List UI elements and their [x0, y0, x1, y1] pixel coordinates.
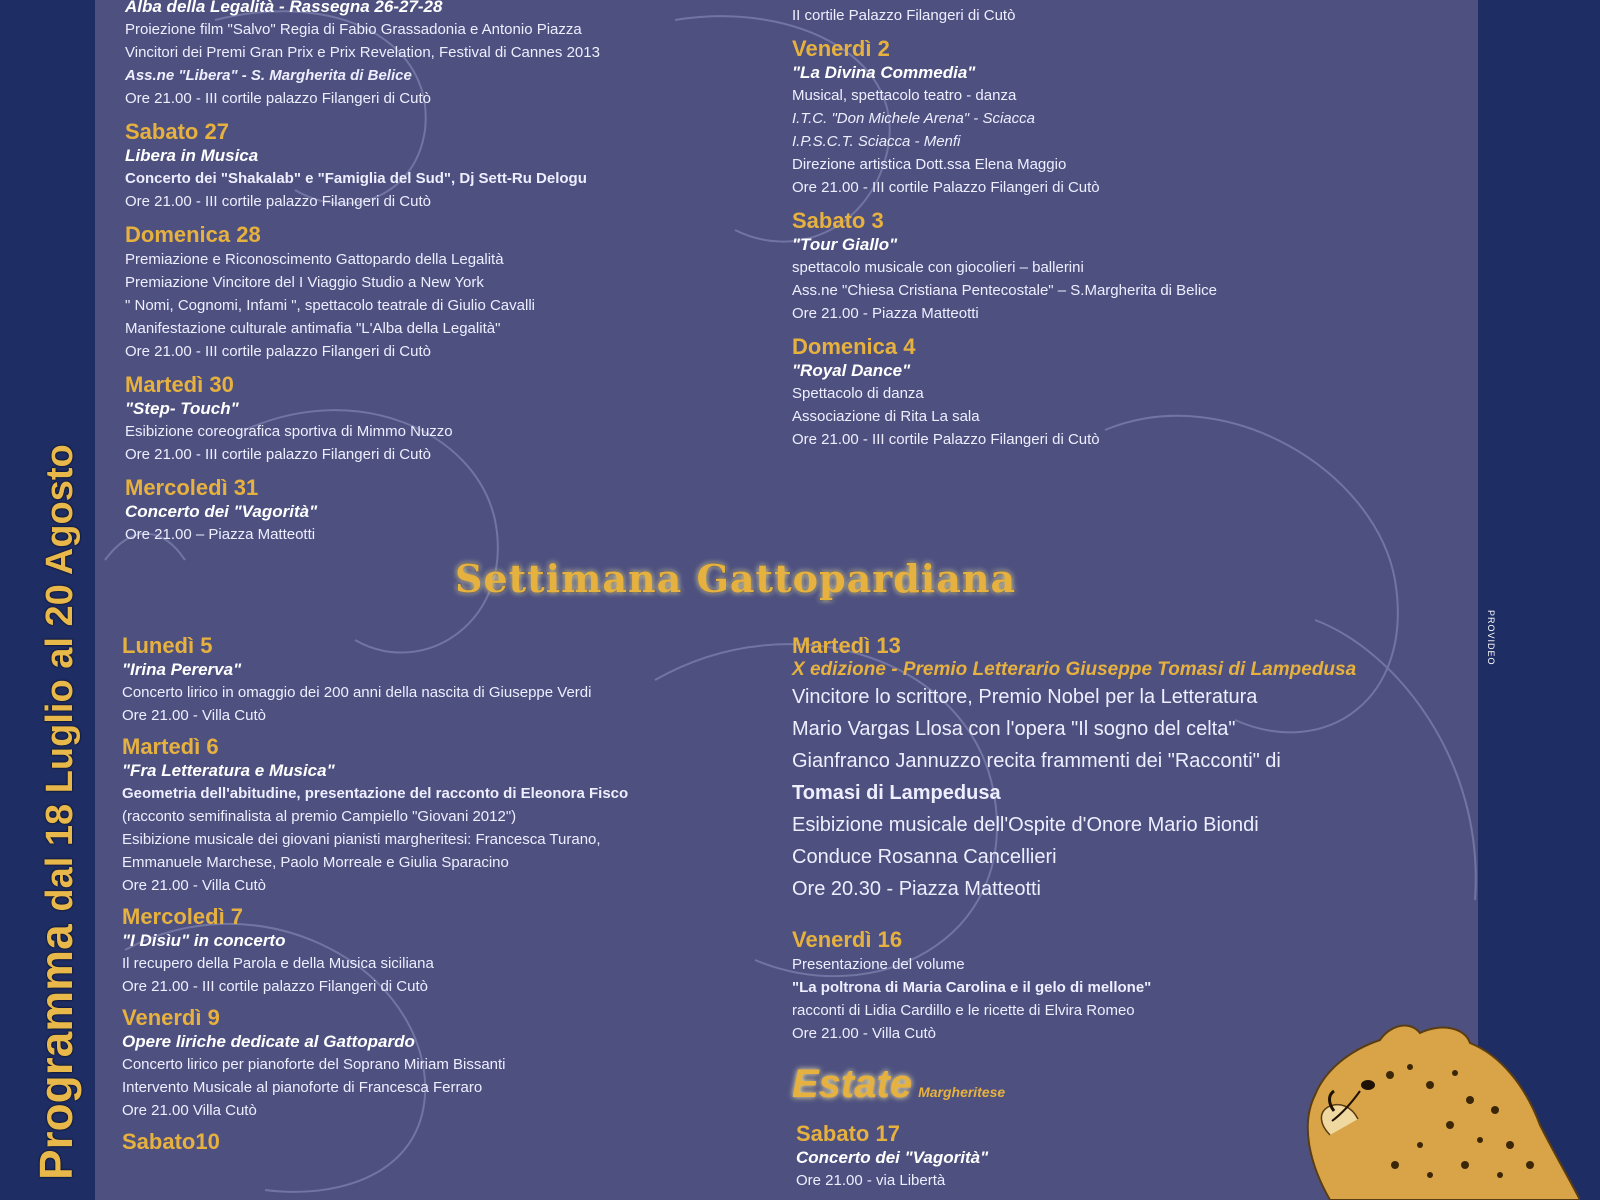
events-estate — [796, 1120, 988, 1192]
event-line: Ore 21.00 - III cortile palazzo Filangeri di Cutò — [125, 343, 431, 360]
event-line: Concerto lirico in omaggio dei 200 anni della nascita di Giuseppe Verdi — [122, 684, 592, 701]
event-day: Martedì 30 — [125, 372, 234, 397]
event-martedi-30 — [125, 371, 600, 466]
event-alba — [125, 0, 600, 110]
event-line: Concerto lirico per pianoforte del Soprano Miriam Bissanti — [122, 1056, 506, 1073]
event-title: "La Divina Commedia" — [792, 63, 976, 82]
event-line: spettacolo musicale con giocolieri – ballerini — [792, 259, 1084, 276]
event-line: Associazione di Rita La sala — [792, 408, 980, 425]
event-venerdi-9 — [122, 1004, 628, 1122]
side-credit-mark: PROVIDEO — [1486, 610, 1496, 666]
event-mercoledi-31 — [125, 474, 600, 546]
event-line: Ore 21.00 - III cortile palazzo Filangeri di Cutò — [125, 193, 431, 210]
event-day: Domenica 4 — [792, 334, 916, 359]
event-line: Proiezione film "Salvo" Regia di Fabio Grassadonia e Antonio Piazza — [125, 21, 582, 38]
event-line: Conduce Rosanna Cancellieri — [792, 846, 1057, 868]
event-line: Il recupero della Parola e della Musica siciliana — [122, 955, 434, 972]
event-line: Ore 21.00 - Villa Cutò — [792, 1025, 936, 1042]
event-day: Sabato10 — [122, 1129, 220, 1154]
event-line: Concerto dei "Shakalab" e "Famiglia del Sud", Dj Sett-Ru Delogu — [125, 170, 587, 187]
event-line: Premiazione e Riconoscimento Gattopardo della Legalità — [125, 251, 504, 268]
event-line: "La poltrona di Maria Carolina e il gelo di mellone" — [792, 979, 1152, 996]
event-martedi-6 — [122, 733, 628, 897]
event-continued — [792, 4, 1217, 27]
event-lunedi-5 — [122, 632, 628, 727]
event-title: "Royal Dance" — [792, 361, 911, 380]
event-sabato-17 — [796, 1120, 988, 1192]
event-line: Ore 21.00 - Villa Cutò — [122, 877, 266, 894]
event-line: Ass.ne "Chiesa Cristiana Pentecostale" – S.Margherita di Belice — [792, 282, 1218, 299]
event-day: Sabato 27 — [125, 119, 229, 144]
event-line: Mario Vargas Llosa con l'opera "Il sogno del celta" — [792, 718, 1236, 740]
events-right-bottom-2 — [792, 926, 1151, 1045]
event-sabato-27 — [125, 118, 600, 213]
event-line: Ore 21.00 - via Libertà — [796, 1172, 946, 1189]
event-title: Opere liriche dedicate al Gattopardo — [122, 1032, 415, 1051]
event-line: Intervento Musicale al pianoforte di Francesca Ferraro — [122, 1079, 483, 1096]
event-day: Sabato 3 — [792, 208, 884, 233]
event-title: X edizione - Premio Letterario Giuseppe Tomasi di Lampedusa — [792, 659, 1357, 680]
event-title: Concerto dei "Vagorità" — [125, 502, 318, 521]
event-title: "Fra Letteratura e Musica" — [122, 761, 335, 780]
event-line: (racconto semifinalista al premio Campiello "Giovani 2012") — [122, 808, 517, 825]
cheetah-illustration — [1270, 1015, 1580, 1200]
event-line: Ore 21.00 - III cortile Palazzo Filangeri di Cutò — [792, 179, 1100, 196]
vertical-title-main: Programma — [30, 924, 82, 1180]
event-line: Musical, spettacolo teatro - danza — [792, 87, 1017, 104]
event-day: Domenica 28 — [125, 222, 261, 247]
event-title: Concerto dei "Vagorità" — [796, 1148, 989, 1167]
event-line: Spettacolo di danza — [792, 385, 924, 402]
event-domenica-28 — [125, 221, 600, 363]
event-domenica-4 — [792, 333, 1217, 451]
event-line: Vincitori dei Premi Gran Prix e Prix Revelation, Festival di Cannes 2013 — [125, 44, 600, 61]
event-line: Ore 21.00 - Piazza Matteotti — [792, 305, 979, 322]
events-left-top — [125, 0, 600, 546]
event-line: Ass.ne "Libera" - S. Margherita di Belice — [125, 67, 412, 84]
event-line: Esibizione coreografica sportiva di Mimmo Nuzzo — [125, 423, 453, 440]
event-line: Vincitore lo scrittore, Premio Nobel per la Letteratura — [792, 686, 1258, 708]
event-day: Mercoledì 7 — [122, 904, 244, 929]
event-title: Alba della Legalità - Rassegna 26-27-28 — [125, 0, 443, 16]
events-right-top — [792, 4, 1217, 451]
settimana-heading: Settimana Gattopardiana — [455, 556, 1017, 601]
event-line: racconti di Lidia Cardillo e le ricette di Elvira Romeo — [792, 1002, 1135, 1019]
event-line: Ore 20.30 - Piazza Matteotti — [792, 878, 1042, 900]
event-line: Presentazione del volume — [792, 956, 965, 973]
event-line: Direzione artistica Dott.ssa Elena Maggio — [792, 156, 1067, 173]
event-line: Geometria dell'abitudine, presentazione del racconto di Eleonora Fisco — [122, 785, 629, 802]
event-martedi-13 — [792, 632, 1356, 905]
event-line: Ore 21.00 Villa Cutò — [122, 1102, 257, 1119]
event-day: Mercoledì 31 — [125, 475, 259, 500]
estate-margheritese-heading — [792, 1062, 1005, 1107]
event-line: II cortile Palazzo Filangeri di Cutò — [792, 7, 1016, 24]
event-line: I.T.C. "Don Michele Arena" - Sciacca — [792, 110, 1035, 127]
event-title: "I Disìu" in concerto — [122, 931, 286, 950]
event-line: Ore 21.00 - III cortile palazzo Filangeri di Cutò — [125, 90, 431, 107]
event-sabato-3 — [792, 207, 1217, 325]
event-line: Manifestazione culturale antimafia "L'Alba della Legalità" — [125, 320, 501, 337]
event-line: Ore 21.00 - III cortile Palazzo Filangeri di Cutò — [792, 431, 1100, 448]
event-title: "Irina Pererva" — [122, 660, 242, 679]
events-left-bottom — [122, 632, 628, 1155]
event-line: Esibizione musicale dei giovani pianisti margheritesi: Francesca Turano, — [122, 831, 601, 848]
event-line: Ore 21.00 - III cortile palazzo Filangeri di Cutò — [125, 446, 431, 463]
event-day: Venerdì 2 — [792, 36, 890, 61]
estate-suffix: Margheritese — [918, 1084, 1006, 1100]
event-sabato-10 — [122, 1128, 628, 1155]
event-title: "Step- Touch" — [125, 399, 239, 418]
events-right-bottom — [792, 632, 1356, 905]
event-line: Ore 21.00 - III cortile palazzo Filangeri di Cutò — [122, 978, 428, 995]
event-title: Libera in Musica — [125, 146, 259, 165]
event-day: Venerdì 9 — [122, 1005, 220, 1030]
vertical-title-rest: dal 18 Luglio al 20 Agosto — [39, 444, 81, 912]
event-venerdi-2 — [792, 35, 1217, 199]
event-line: Premiazione Vincitore del I Viaggio Studio a New York — [125, 274, 484, 291]
event-line: Tomasi di Lampedusa — [792, 782, 1001, 804]
event-title: "Tour Giallo" — [792, 235, 898, 254]
event-day: Martedì 13 — [792, 633, 901, 658]
event-line: Ore 21.00 – Piazza Matteotti — [125, 526, 316, 543]
event-venerdi-16 — [792, 926, 1151, 1045]
event-mercoledi-7 — [122, 903, 628, 998]
vertical-title — [6, 120, 106, 1180]
event-line: Gianfranco Jannuzzo recita frammenti dei "Racconti" di — [792, 750, 1281, 772]
event-day: Lunedì 5 — [122, 633, 213, 658]
event-day: Sabato 17 — [796, 1121, 900, 1146]
event-line: I.P.S.C.T. Sciacca - Menfi — [792, 133, 961, 150]
estate-word: Estate — [792, 1062, 913, 1106]
event-line: Esibizione musicale dell'Ospite d'Onore Mario Biondi — [792, 814, 1259, 836]
event-line: Ore 21.00 - Villa Cutò — [122, 707, 266, 724]
event-day: Martedì 6 — [122, 734, 219, 759]
event-line: " Nomi, Cognomi, Infami ", spettacolo teatrale di Giulio Cavalli — [125, 297, 535, 314]
event-line: Emmanuele Marchese, Paolo Morreale e Giulia Sparacino — [122, 854, 509, 871]
event-day: Venerdì 16 — [792, 927, 903, 952]
